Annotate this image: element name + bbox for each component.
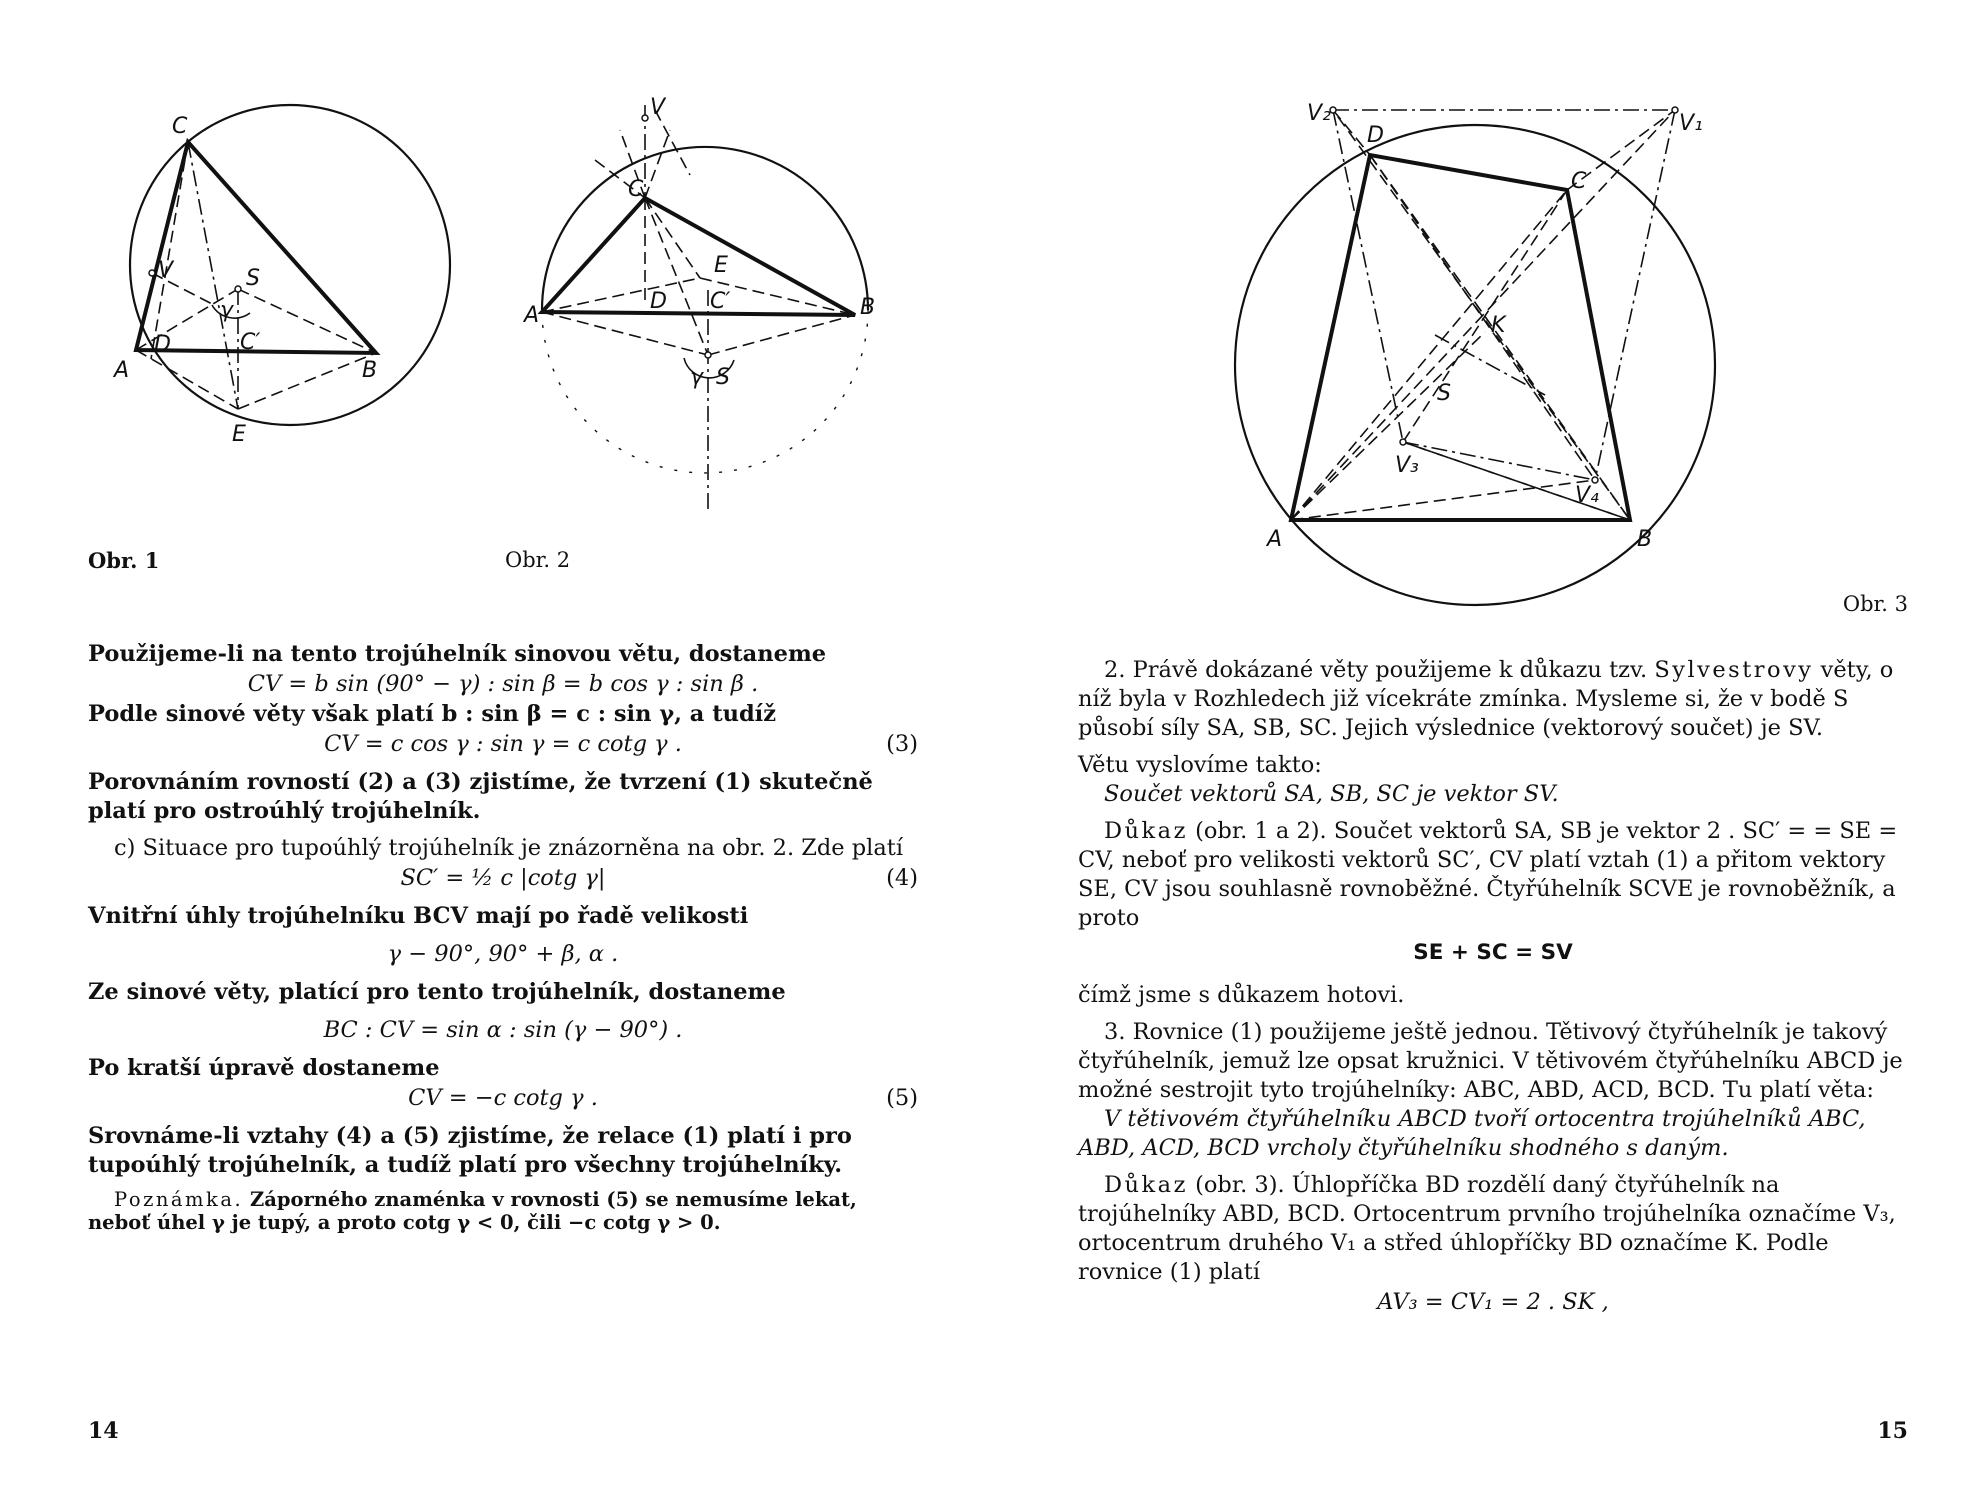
equation-5: CV = −c cotg γ . (5): [408, 1085, 918, 1111]
fig2-label-e: E: [714, 253, 728, 278]
fig1-label-d: D: [154, 332, 171, 357]
right-line-theorem-2: V tětivovém čtyřúhelníku ABCD tvoří ortocentra trojúhelníků ABC, ABD, ACD, BCD vrcholy čtyřúhelníku shodného s daným.: [1078, 1106, 1866, 1161]
right-paragraph-proof-1: Důkaz (obr. 1 a 2). Součet vektorů SA, SB je vektor 2 . SC′ = = SE = CV, neboť pro velikosti vektorů SC′, CV platí vztah (1) a přitom vektory SE, CV jsou souhlasně rovnoběžné. Čtyřúhelník SCVE je rovnoběžník, a proto: [1078, 818, 1898, 931]
fig3-caption: Obr. 3: [1842, 592, 1908, 616]
right-paragraph-proof-2: Důkaz (obr. 3). Úhlopříčka BD rozdělí daný čtyřúhelník na trojúhelníky ABD, BCD. Ortocentrum prvního trojúhelníka označíme V₃, ortocentrum druhého V₁ a střed úhlopříčky BD označíme K. Podle rovnice (1) platí: [1078, 1172, 1896, 1285]
left-line-4: c) Situace pro tupoúhlý trojúhelník je znázorněna na obr. 2. Zde platí: [114, 835, 904, 861]
page-number-left: 14: [88, 1418, 119, 1444]
right-body: [1078, 656, 1908, 1318]
fig1-label-gamma: γ: [220, 298, 234, 323]
fig1-label-v: V: [158, 258, 174, 283]
left-line-3: Porovnáním rovností (2) a (3) zjistíme, že tvrzení (1) skutečně platí pro ostroúhlý trojúhelník.: [88, 769, 873, 824]
page-number-right: 15: [1877, 1418, 1908, 1444]
equation-4: SC′ = ½ c |cotg γ| (4): [400, 865, 918, 891]
fig3-label-b: B: [1637, 527, 1653, 552]
left-line-1: Použijeme-li na tento trojúhelník sinovou větu, dostaneme: [88, 641, 827, 667]
fig2-caption: Obr. 2: [505, 548, 571, 572]
fig3-label-s: S: [1437, 381, 1451, 406]
left-line-6: Ze sinové věty, platící pro tento trojúhelník, dostaneme: [88, 979, 786, 1005]
equation-sine: BC : CV = sin α : sin (γ − 90°) .: [323, 1017, 683, 1043]
equation-vectors: SE + SC = SV: [1413, 940, 1573, 965]
fig1-label-b: B: [362, 358, 378, 383]
fig1-label-e: E: [232, 422, 246, 447]
equation-angles: γ − 90°, 90° + β, α .: [387, 941, 619, 967]
note: Poznámka. Záporného znaménka v rovnosti (5) se nemusíme lekat, neboť úhel γ je tupý, a proto cotg γ < 0, čili −c cotg γ > 0.: [88, 1188, 857, 1234]
fig3-label-v4: V₄: [1575, 483, 1599, 508]
figure-3: [1245, 100, 1745, 620]
right-paragraph-3: 3. Rovnice (1) použijeme ještě jednou. Tětivový čtyřúhelník je takový čtyřúhelník, jemuž lze opsat kružnici. V tětivovém čtyřúhelníku ABCD je možné sestrojit tyto trojúhelníky: ABC, ABD, ACD, BCD. Tu platí věta:: [1078, 1019, 1903, 1103]
right-paragraph-2: 2. Právě dokázané věty použijeme k důkazu tzv. Sylvestrovy věty, o níž byla v Rozhledech již vícekráte zmínka. Mysleme si, že v bodě S působí síly SA, SB, SC. Jejich výslednice (vektorový součet) je SV.: [1078, 657, 1894, 741]
fig1-label-s: S: [246, 266, 260, 291]
right-line-done: čímž jsme s důkazem hotovi.: [1078, 982, 1405, 1008]
fig2-label-c1: C′: [710, 289, 731, 314]
right-line-theorem-intro: Větu vyslovíme takto:: [1078, 752, 1322, 778]
fig2-label-s: S: [716, 365, 730, 390]
fig3-label-v2: V₂: [1307, 101, 1331, 126]
left-body: [88, 640, 918, 1234]
left-line-8: Srovnáme-li vztahy (4) a (5) zjistíme, že relace (1) platí i pro tupoúhlý trojúhelník, a tudíž platí pro všechny trojúhelníky.: [88, 1123, 852, 1178]
equation-orthocentre: AV₃ = CV₁ = 2 . SK ,: [1377, 1289, 1609, 1315]
fig3-label-k: K: [1491, 313, 1506, 338]
fig3-label-d: D: [1367, 123, 1384, 148]
right-page: [990, 0, 1980, 1500]
left-line-2: Podle sinové věty však platí b : sin β = c : sin γ, a tudíž: [88, 701, 777, 727]
figure-2: [520, 95, 900, 530]
fig2-label-b: B: [860, 295, 876, 320]
equation-3: CV = c cos γ : sin γ = c cotg γ . (3): [324, 731, 918, 757]
fig3-label-c: C: [1571, 169, 1587, 194]
right-line-theorem: Součet vektorů SA, SB, SC je vektor SV.: [1104, 781, 1559, 807]
fig1-label-a: A: [114, 358, 130, 383]
left-line-5: Vnitřní úhly trojúhelníku BCV mají po řadě velikosti: [88, 903, 749, 929]
fig2-label-v: V: [650, 95, 666, 120]
fig1-label-c: C: [172, 114, 188, 139]
fig3-label-v3: V₃: [1395, 453, 1419, 478]
fig2-label-a: A: [524, 303, 540, 328]
figure-1: [100, 95, 480, 455]
fig2-label-d: D: [650, 289, 667, 314]
fig3-label-v1: V₁: [1679, 111, 1703, 136]
fig3-label-a: A: [1267, 527, 1283, 552]
fig2-label-c: C: [628, 177, 644, 202]
left-line-7: Po kratší úpravě dostaneme: [88, 1055, 440, 1081]
fig1-label-c1: C′: [240, 330, 261, 355]
fig1-caption: Obr. 1: [88, 548, 160, 573]
equation-1: CV = b sin (90° − γ) : sin β = b cos γ : sin β .: [247, 671, 759, 697]
fig2-label-gamma: γ: [690, 365, 704, 390]
